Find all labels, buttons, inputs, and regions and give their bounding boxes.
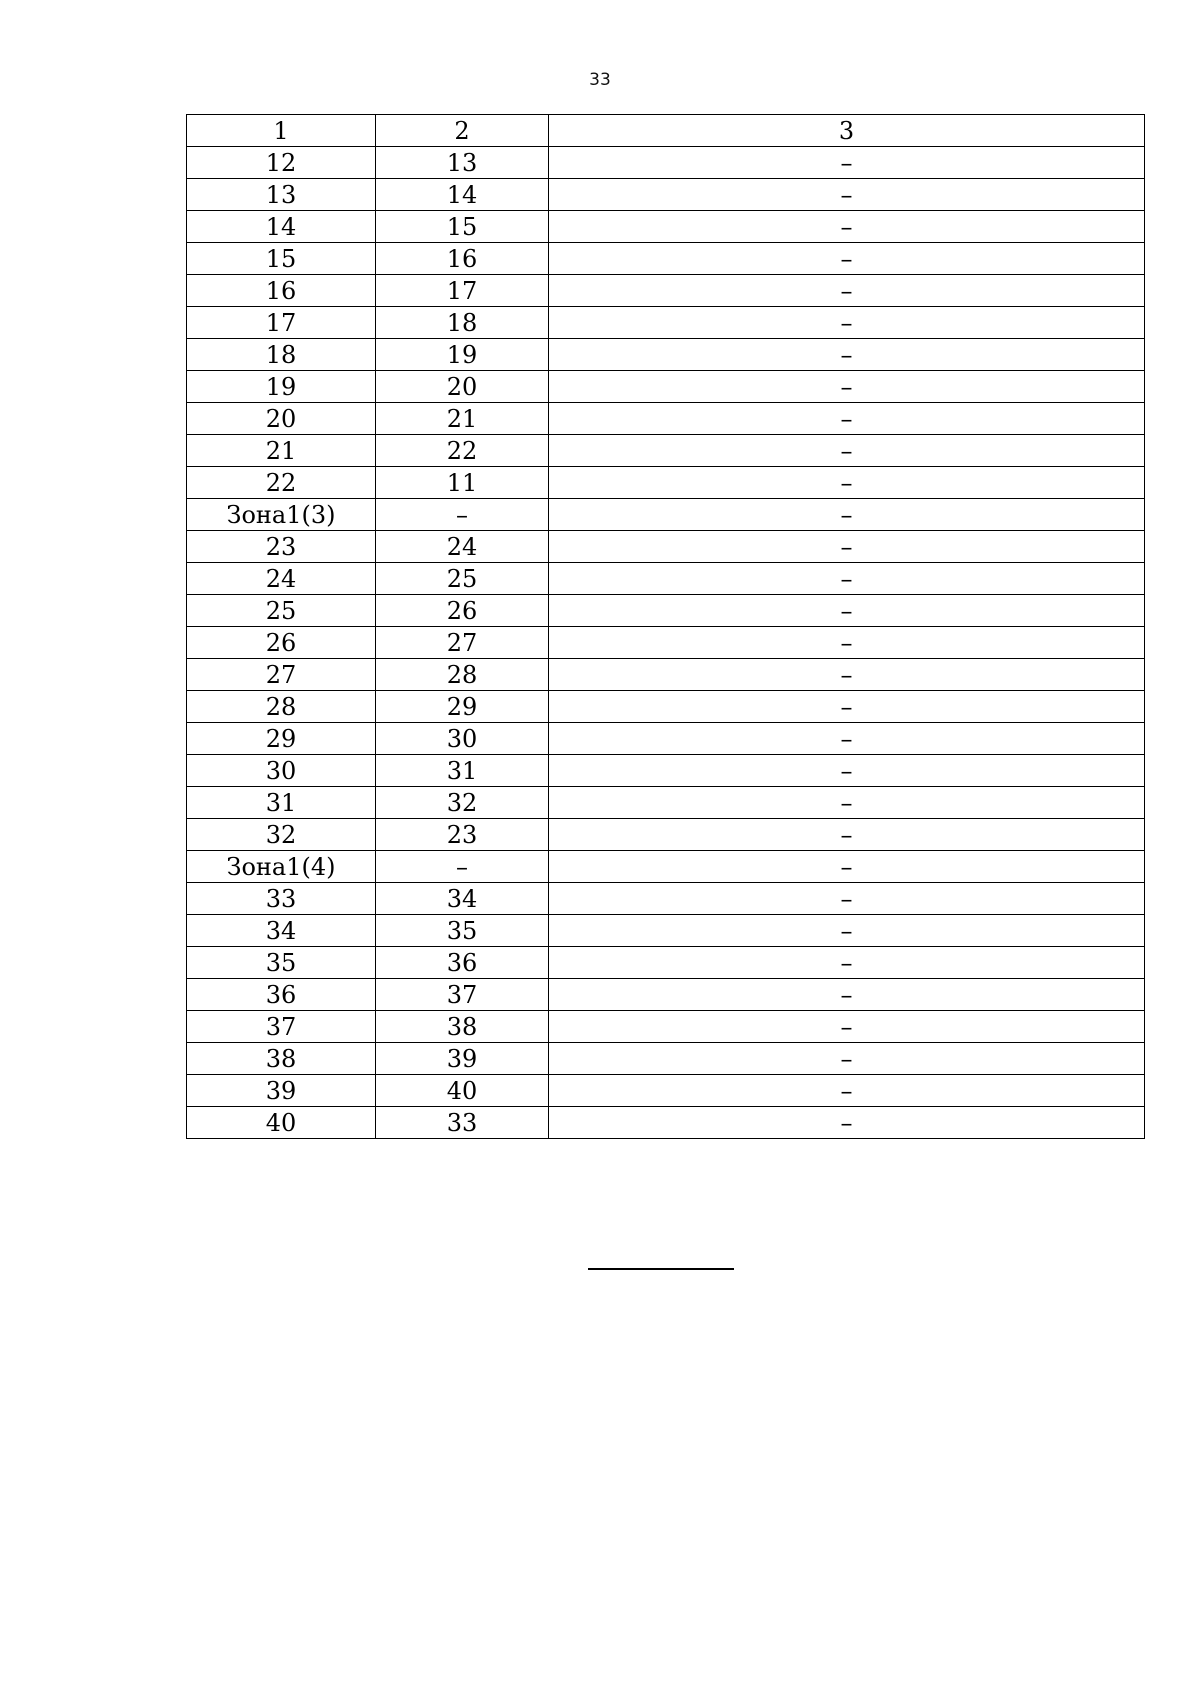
table-cell-col-3: – [549,563,1145,595]
table-row [187,275,1145,307]
table-cell-col-3: – [549,499,1145,531]
table-cell-col-3: – [549,1011,1145,1043]
table-cell-col-2: 19 [376,339,549,371]
table-cell-col-2: 27 [376,627,549,659]
table-cell-col-3: – [549,339,1145,371]
table-cell-col-3: – [549,403,1145,435]
table-cell-col-1: 13 [187,179,376,211]
table-row [187,531,1145,563]
table-row [187,979,1145,1011]
table-row [187,371,1145,403]
table-cell-col-3: – [549,979,1145,1011]
table-cell-col-2: 20 [376,371,549,403]
table-cell-col-2: 25 [376,563,549,595]
table-cell-col-3: – [549,1075,1145,1107]
table-cell-col-2: 34 [376,883,549,915]
table-cell-col-3: – [549,371,1145,403]
table-row [187,243,1145,275]
table-cell-col-2: 23 [376,819,549,851]
table-row [187,1043,1145,1075]
table-row [187,627,1145,659]
table-cell-col-2: 24 [376,531,549,563]
table-cell-col-2: 36 [376,947,549,979]
table-cell-col-2: 15 [376,211,549,243]
table-cell-col-3: – [549,435,1145,467]
table-row [187,211,1145,243]
table-row [187,755,1145,787]
table-cell-col-1: 34 [187,915,376,947]
table-cell-col-3: – [549,1043,1145,1075]
table-cell-col-1: 23 [187,531,376,563]
table-cell-col-3: – [549,531,1145,563]
table-cell-col-1: 16 [187,275,376,307]
table-cell-col-2: 16 [376,243,549,275]
table-cell-col-2: 26 [376,595,549,627]
table-cell-col-2: 17 [376,275,549,307]
table-row [187,147,1145,179]
table-cell-col-3: – [549,627,1145,659]
table-cell-col-3: – [549,307,1145,339]
table-cell-col-2: 18 [376,307,549,339]
table-cell-col-3: – [549,819,1145,851]
table-cell-col-1: 27 [187,659,376,691]
table-row [187,563,1145,595]
column-header-3: 3 [549,115,1145,147]
table-cell-col-1: 18 [187,339,376,371]
table-cell-col-2: 35 [376,915,549,947]
table-row [187,179,1145,211]
column-header-1: 1 [187,115,376,147]
table-cell-col-1: 40 [187,1107,376,1139]
table-cell-col-2: 32 [376,787,549,819]
page-number: 33 [589,70,611,90]
table-cell-col-1: 38 [187,1043,376,1075]
table-row [187,851,1145,883]
table-cell-col-1: 15 [187,243,376,275]
table-cell-col-2: 39 [376,1043,549,1075]
table-cell-col-1: 30 [187,755,376,787]
table-cell-col-2: 38 [376,1011,549,1043]
data-table [186,114,1145,1139]
table-cell-col-3: – [549,147,1145,179]
table-cell-col-1: 25 [187,595,376,627]
table-row [187,595,1145,627]
table-header-row [187,115,1145,147]
table-cell-col-1: 21 [187,435,376,467]
table-cell-col-1: 33 [187,883,376,915]
table-cell-col-2: 30 [376,723,549,755]
table-row [187,403,1145,435]
table-row [187,499,1145,531]
table-cell-col-2: 22 [376,435,549,467]
table-cell-col-3: – [549,947,1145,979]
table-cell-col-1: 31 [187,787,376,819]
table-cell-col-3: – [549,595,1145,627]
table-row [187,691,1145,723]
table-cell-col-1: 17 [187,307,376,339]
table-row [187,1107,1145,1139]
table-cell-col-1: 28 [187,691,376,723]
table-cell-col-2: 14 [376,179,549,211]
table-cell-col-2: 29 [376,691,549,723]
table-row [187,883,1145,915]
table-cell-col-2: – [376,499,549,531]
table-cell-col-3: – [549,659,1145,691]
table-row [187,1075,1145,1107]
table-cell-col-3: – [549,915,1145,947]
column-header-2: 2 [376,115,549,147]
table-cell-col-3: – [549,691,1145,723]
table-cell-col-1: 24 [187,563,376,595]
table-cell-col-1: 32 [187,819,376,851]
end-separator-line [588,1268,734,1270]
table-cell-col-3: – [549,275,1145,307]
table-cell-col-1: 29 [187,723,376,755]
table-row [187,819,1145,851]
table-row [187,1011,1145,1043]
table-cell-col-1: 12 [187,147,376,179]
table-cell-col-3: – [549,787,1145,819]
table-cell-col-2: 21 [376,403,549,435]
table-cell-col-2: 13 [376,147,549,179]
table-row [187,659,1145,691]
table-cell-col-1: 36 [187,979,376,1011]
table-row [187,435,1145,467]
table-body [187,115,1145,1139]
table-cell-col-1: 26 [187,627,376,659]
table-cell-col-1: 20 [187,403,376,435]
table-row [187,307,1145,339]
table-cell-col-1: 37 [187,1011,376,1043]
table-cell-col-1: Зона1(4) [187,851,376,883]
table-cell-col-3: – [549,243,1145,275]
table-cell-col-2: – [376,851,549,883]
table-cell-col-1: 39 [187,1075,376,1107]
table-row [187,947,1145,979]
table-cell-col-2: 37 [376,979,549,1011]
table-cell-col-1: 14 [187,211,376,243]
table-cell-col-1: Зона1(3) [187,499,376,531]
table-cell-col-3: – [549,883,1145,915]
table-cell-col-2: 33 [376,1107,549,1139]
table-cell-col-2: 11 [376,467,549,499]
table-cell-col-3: – [549,211,1145,243]
table-row [187,787,1145,819]
table-cell-col-2: 40 [376,1075,549,1107]
table-cell-col-3: – [549,179,1145,211]
table-cell-col-3: – [549,723,1145,755]
table-row [187,723,1145,755]
table-cell-col-3: – [549,755,1145,787]
table-cell-col-2: 28 [376,659,549,691]
table-cell-col-3: – [549,851,1145,883]
table-cell-col-3: – [549,1107,1145,1139]
table-cell-col-1: 35 [187,947,376,979]
table-cell-col-1: 22 [187,467,376,499]
table-row [187,467,1145,499]
table-row [187,915,1145,947]
table-cell-col-1: 19 [187,371,376,403]
table-cell-col-2: 31 [376,755,549,787]
table-row [187,339,1145,371]
table-cell-col-3: – [549,467,1145,499]
